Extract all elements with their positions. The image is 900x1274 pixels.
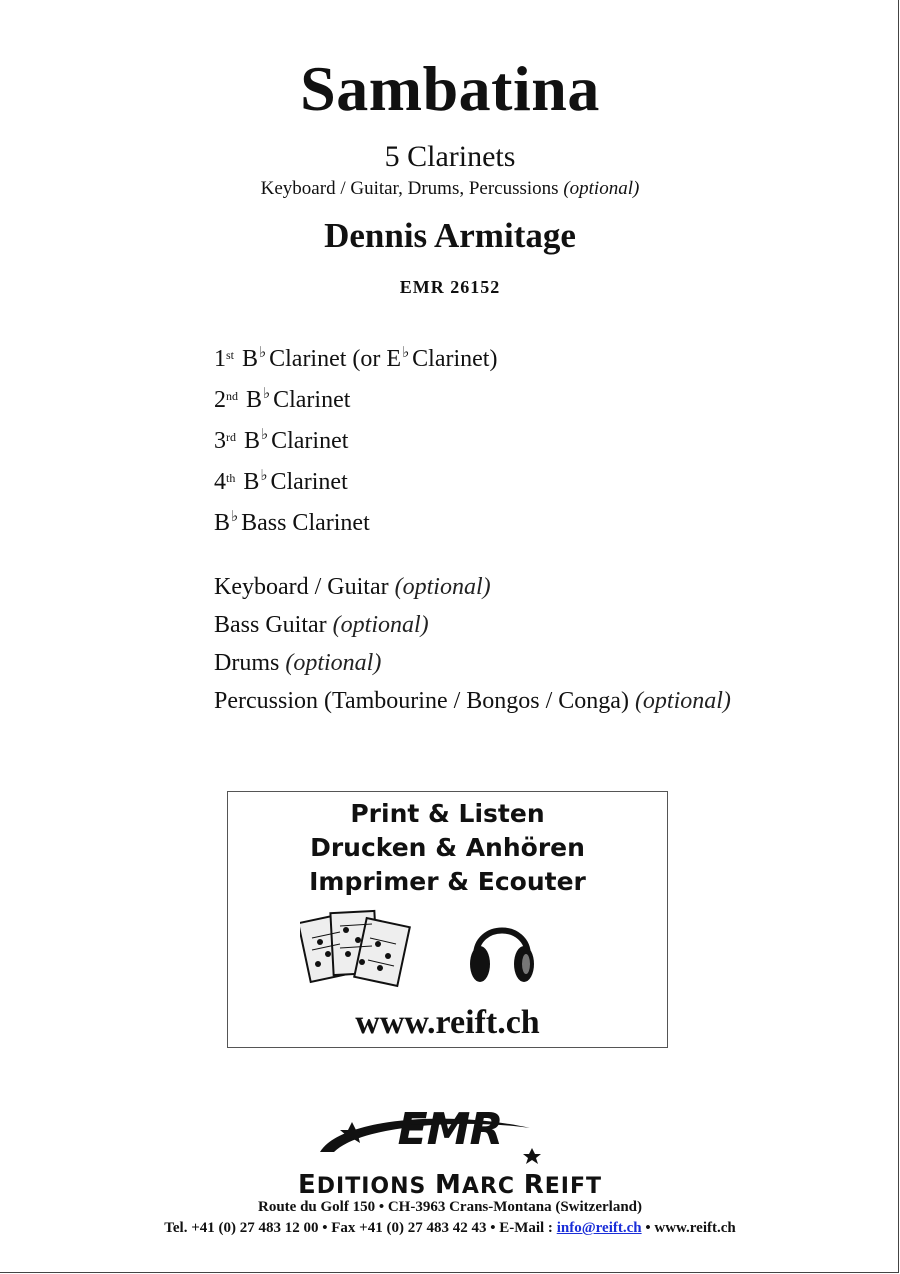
emr-logo-text: EMR bbox=[397, 1104, 503, 1155]
instrumentation-main: Keyboard / Guitar, Drums, Percussions bbox=[260, 178, 559, 199]
part-row: 3rd B♭ Clarinet bbox=[214, 427, 349, 454]
parts-list bbox=[214, 340, 497, 545]
subtitle: 5 Clarinets bbox=[384, 140, 516, 173]
promo-line-fr: Imprimer & Ecouter bbox=[309, 867, 586, 896]
flat-icon: ♭ bbox=[259, 345, 267, 361]
flat-icon: ♭ bbox=[263, 386, 271, 402]
optional-part-row: Keyboard / Guitar (optional) bbox=[214, 574, 491, 600]
promo-line-en: Print & Listen bbox=[350, 799, 545, 828]
optional-parts-list bbox=[214, 568, 731, 720]
email-link[interactable]: info@reift.ch bbox=[556, 1220, 642, 1236]
promo-line-de: Drucken & Anhören bbox=[310, 833, 585, 862]
publisher-address: Route du Golf 150 • CH-3963 Crans-Montana (Switzerland) bbox=[258, 1199, 642, 1215]
composer-name: Dennis Armitage bbox=[324, 216, 576, 255]
part-row: 4th B♭ Clarinet bbox=[214, 468, 348, 495]
optional-part-row: Drums (optional) bbox=[214, 650, 382, 676]
flat-icon: ♭ bbox=[260, 468, 268, 484]
optional-part-row: Percussion (Tambourine / Bongos / Conga) (optional) bbox=[214, 688, 731, 714]
flat-icon: ♭ bbox=[261, 427, 269, 443]
headphones-icon bbox=[466, 912, 538, 986]
print-listen-box bbox=[227, 791, 668, 1048]
flat-icon: ♭ bbox=[231, 509, 239, 525]
edition-number: EMR 26152 bbox=[399, 277, 501, 297]
optional-part-row: Bass Guitar (optional) bbox=[214, 612, 429, 638]
publisher-contact: Tel. +41 (0) 27 483 12 00 • Fax +41 (0) 27 483 42 43 • E-Mail : info@reift.ch • www.reift.ch bbox=[164, 1220, 736, 1236]
part-row: B♭ Bass Clarinet bbox=[214, 509, 370, 536]
sheet-music-icon bbox=[300, 908, 412, 988]
instrumentation-line bbox=[0, 178, 900, 200]
publisher-name: EDITIONS MARC REIFT bbox=[298, 1170, 602, 1200]
flat-icon: ♭ bbox=[402, 345, 410, 361]
reift-url[interactable]: www.reift.ch bbox=[355, 1004, 540, 1041]
part-row: 1st B♭ Clarinet (or E♭ Clarinet) bbox=[214, 345, 498, 372]
page-title: Sambatina bbox=[300, 53, 600, 124]
part-row: 2nd B♭ Clarinet bbox=[214, 386, 351, 413]
instrumentation-optional: (optional) bbox=[563, 178, 640, 199]
